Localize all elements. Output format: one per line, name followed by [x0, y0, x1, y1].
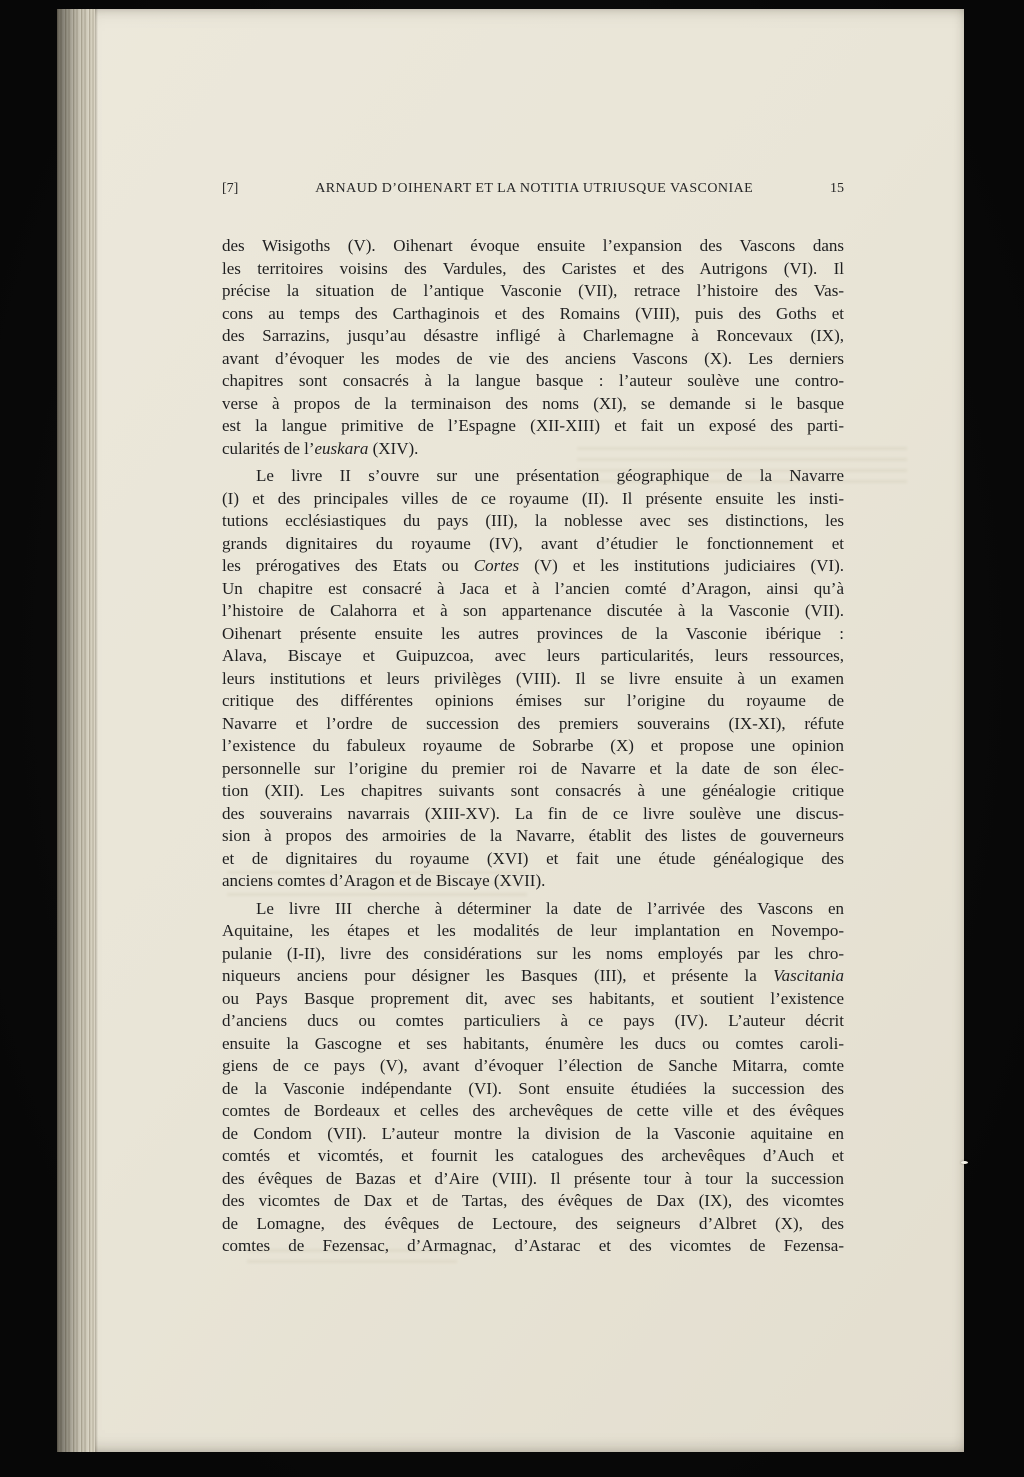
header-title: ARNAUD D’OIHENART ET LA NOTITIA UTRIUSQUE VASCONIAE: [315, 181, 754, 196]
text-line: Le livre II s’ouvre sur une présentation géographique de la Navarre: [256, 466, 844, 485]
text-line: l’existence du fabuleux royaume de Sobrarbe (X) et propose une opinion: [222, 736, 844, 755]
page-body: [222, 235, 844, 1258]
text-line: cularités de l’euskara (XIV).: [222, 438, 419, 458]
text-line: anciens comtes d’Aragon et de Biscaye (XVII).: [222, 871, 546, 890]
text-line: comtes de Fezensac, d’Armagnac, d’Astarac et des vicomtes de Fezensa-: [222, 1236, 844, 1255]
text-line: l’histoire de Calahorra et à son appartenance discutée à la Vasconie (VII).: [222, 601, 844, 620]
text-line: chapitres sont consacrés à la langue basque : l’auteur soulève une contro-: [222, 371, 844, 390]
text-line: critique des différentes opinions émises sur l’origine du royaume de: [222, 691, 844, 710]
header-page-number: 15: [830, 181, 844, 196]
text-line: Alava, Biscaye et Guipuzcoa, avec leurs particularités, leurs ressources,: [222, 646, 844, 665]
text-line: Oihenart présente ensuite les autres provinces de la Vasconie ibérique :: [222, 623, 844, 643]
text-line: est la langue primitive de l’Espagne (XII-XIII) et fait un exposé des parti-: [222, 416, 844, 435]
text-line: et de dignitaires du royaume (XVI) et fait une étude généalogique des: [222, 848, 844, 868]
page-edge-stack: [57, 9, 95, 1452]
text-line: comtes de Bordeaux et celles des archevêques de cette ville et des évêques: [222, 1101, 844, 1120]
text-line: les territoires voisins des Vardules, des Caristes et des Autrigons (VI). Il: [222, 258, 844, 278]
text-line: Aquitaine, les étapes et les modalités de leur implantation en Novempo-: [222, 921, 844, 940]
text-line: leurs institutions et leurs privilèges (VIII). Il se livre ensuite à un examen: [222, 668, 844, 688]
text-line: précise la situation de l’antique Vasconie (VII), retrace l’histoire des Vas-: [222, 281, 844, 300]
text-line: ou Pays Basque proprement dit, avec ses habitants, et soutient l’existence: [222, 988, 844, 1008]
text-line: Un chapitre est consacré à Jaca et à l’ancien comté d’Aragon, ainsi qu’à: [222, 578, 844, 598]
text-line: tion (XII). Les chapitres suivants sont consacrés à une généalogie critique: [222, 781, 844, 800]
text-line: des Wisigoths (V). Oihenart évoque ensuite l’expansion des Vascons dans: [222, 236, 844, 255]
text-line: (I) et des principales villes de ce royaume (II). Il présente ensuite les insti-: [222, 488, 844, 508]
text-line: d’anciens ducs ou comtes particuliers à ce pays (IV). L’auteur décrit: [222, 1011, 844, 1030]
text-line: avant d’évoquer les modes de vie des anciens Vascons (X). Les derniers: [222, 348, 844, 368]
paragraph: [222, 235, 844, 460]
text-block: [222, 181, 844, 1258]
text-line: niqueurs anciens pour désigner les Basques (III), et présente la Vascitania: [222, 966, 844, 985]
header-bracket-number: [7]: [222, 181, 239, 196]
book-page: [57, 9, 964, 1452]
text-line: des Sarrazins, jusqu’au désastre infligé à Charlemagne à Roncevaux (IX),: [222, 326, 844, 345]
binding-crease: [95, 9, 98, 1452]
text-line: des vicomtes de Dax et de Tartas, des évêques de Dax (IX), des vicomtes: [222, 1191, 844, 1210]
text-line: pulanie (I-II), livre des considérations sur les noms employés par les chro-: [222, 943, 844, 963]
paragraph: [222, 898, 844, 1258]
text-line: verse à propos de la terminaison des noms (XI), se demande si le basque: [222, 393, 844, 413]
text-line: Le livre III cherche à déterminer la date de l’arrivée des Vascons en: [256, 898, 844, 918]
text-line: giens de ce pays (V), avant d’évoquer l’élection de Sanche Mitarra, comte: [222, 1056, 844, 1075]
text-line: de Lomagne, des évêques de Lectoure, des seigneurs d’Albret (X), des: [222, 1213, 844, 1233]
text-line: comtés et vicomtés, et fournit les catalogues des archevêques d’Auch et: [222, 1146, 844, 1165]
text-line: grands dignitaires du royaume (IV), avant d’étudier le fonctionnement et: [222, 533, 844, 553]
text-line: cons au temps des Carthaginois et des Romains (VIII), puis des Goths et: [222, 303, 844, 323]
paragraph: [222, 465, 844, 893]
text-line: tutions ecclésiastiques du pays (III), la noblesse avec ses distinctions, les: [222, 511, 844, 530]
page-header: [222, 181, 844, 197]
text-line: de la Vasconie indépendante (VI). Sont ensuite étudiées la succession des: [222, 1078, 844, 1098]
text-line: les prérogatives des Etats ou Cortes (V) et les institutions judiciaires (VI).: [222, 556, 844, 575]
text-line: ensuite la Gascogne et ses habitants, énumère les ducs ou comtes caroli-: [222, 1033, 844, 1053]
text-line: Navarre et l’ordre de succession des premiers souverains (IX-XI), réfute: [222, 713, 844, 733]
text-line: de Condom (VII). L’auteur montre la division de la Vasconie aquitaine en: [222, 1123, 844, 1143]
text-line: personnelle sur l’origine du premier roi de Navarre et la date de son élec-: [222, 758, 844, 778]
text-line: sion à propos des armoiries de la Navarre, établit des listes de gouverneurs: [222, 826, 844, 845]
text-line: des évêques de Bazas et d’Aire (VIII). Il présente tour à tour la succession: [222, 1168, 844, 1188]
text-line: des souverains navarrais (XIII-XV). La fin de ce livre soulève une discus-: [222, 803, 844, 823]
scan-speck: [961, 1161, 968, 1164]
